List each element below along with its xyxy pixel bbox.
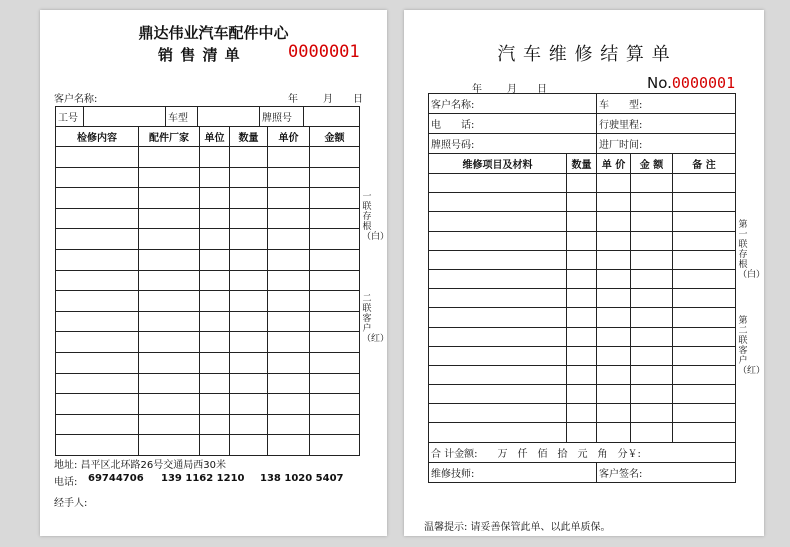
table-cell[interactable] [139,332,200,353]
table-row [56,147,360,168]
copy-label-stub: 一联存根（白） [362,192,390,242]
table-cell[interactable] [200,435,230,456]
table-cell[interactable] [139,147,200,168]
table-cell[interactable] [310,373,360,394]
table-cell[interactable] [631,327,673,346]
table-cell[interactable] [673,385,736,404]
table-cell[interactable] [200,147,230,168]
table-cell[interactable] [310,291,360,312]
reminder-text: 温馨提示: 请妥善保管此单、以此单质保。 [424,522,611,533]
table-cell[interactable] [597,385,631,404]
table-cell[interactable] [673,365,736,384]
table-cell[interactable] [139,311,200,332]
table-cell[interactable] [268,208,310,229]
table-cell[interactable] [268,291,310,312]
table-cell[interactable] [597,174,631,193]
table-cell[interactable] [597,231,631,250]
table-cell[interactable] [673,231,736,250]
table-cell[interactable] [597,365,631,384]
table-cell[interactable] [597,423,631,442]
table-cell[interactable] [310,435,360,456]
table-cell[interactable] [139,291,200,312]
table-cell[interactable] [56,394,139,415]
table-cell[interactable] [56,270,139,291]
table-cell[interactable] [268,435,310,456]
plate-field[interactable] [304,107,360,127]
header-amount: 金额 [310,127,360,147]
table-row [56,208,360,229]
table-cell[interactable] [567,308,597,327]
table-cell[interactable] [631,308,673,327]
table-cell[interactable] [567,212,597,231]
table-cell[interactable] [310,229,360,250]
table-cell[interactable] [139,167,200,188]
table-cell[interactable] [268,147,310,168]
table-cell[interactable] [230,435,268,456]
table-cell[interactable] [230,291,268,312]
table-cell[interactable] [673,174,736,193]
customer-name-label: 客户名称: [54,94,98,105]
table-cell[interactable] [567,365,597,384]
table-cell[interactable] [631,289,673,308]
table-cell[interactable] [230,373,268,394]
table-cell[interactable] [200,249,230,270]
header-amount: 金 额 [631,154,673,174]
table-header-row [429,154,736,174]
table-cell[interactable] [268,332,310,353]
table-cell[interactable] [200,188,230,209]
table-cell[interactable] [56,147,139,168]
date-month: 月 [323,94,333,105]
table-cell[interactable] [200,332,230,353]
table-cell[interactable] [429,212,567,231]
date-month: 月 [507,84,517,95]
table-cell[interactable] [429,327,567,346]
table-row [429,346,736,365]
table-cell[interactable] [56,167,139,188]
table-cell[interactable] [230,208,268,229]
total-amount-field[interactable]: 合 计金额: 万 仟 佰 拾 元 角 分￥: [429,442,736,462]
table-row [56,291,360,312]
table-cell[interactable] [673,212,736,231]
table-cell[interactable] [139,270,200,291]
table-cell[interactable] [631,212,673,231]
table-cell[interactable] [429,385,567,404]
table-cell[interactable] [230,394,268,415]
table-cell[interactable] [230,311,268,332]
car-type-field[interactable] [198,107,260,127]
table-cell[interactable] [230,188,268,209]
table-row [56,373,360,394]
table-cell[interactable] [567,174,597,193]
table-row [56,332,360,353]
table-cell[interactable] [597,327,631,346]
table-cell[interactable] [631,346,673,365]
table-cell[interactable] [268,270,310,291]
table-row [429,327,736,346]
table-footer-row [429,442,736,462]
table-cell[interactable] [429,365,567,384]
table-row [56,229,360,250]
table-cell[interactable] [200,167,230,188]
table-cell[interactable] [139,414,200,435]
table-cell[interactable] [268,311,310,332]
table-cell[interactable] [597,212,631,231]
table-cell[interactable] [310,394,360,415]
table-cell[interactable] [200,229,230,250]
phone-label: 电话: [54,477,78,488]
table-cell[interactable] [200,291,230,312]
serial-number: 0000001 [288,42,360,62]
table-row [429,212,736,231]
table-row [429,423,736,442]
date-year: 年 [288,94,298,105]
table-cell[interactable] [200,352,230,373]
table-cell[interactable] [56,229,139,250]
table-row [429,289,736,308]
table-row [429,385,736,404]
repair-settlement-form [404,10,764,536]
table-cell[interactable] [139,373,200,394]
table-cell[interactable] [310,352,360,373]
table-cell[interactable] [597,404,631,423]
technician-field[interactable]: 维修技师: [429,462,597,482]
repair-items-table [428,153,736,483]
table-cell[interactable] [310,249,360,270]
handler-label: 经手人: [54,498,88,509]
header-qty: 数量 [567,154,597,174]
table-cell[interactable] [230,249,268,270]
table-cell[interactable] [631,404,673,423]
entry-time-field[interactable]: 进厂时间: [597,134,736,154]
table-row [429,193,736,212]
table-cell[interactable] [631,250,673,269]
table-cell[interactable] [56,414,139,435]
copy-label-stub: 第一联存根（白） [738,220,766,280]
sales-list-form [40,10,390,536]
mileage-field[interactable]: 行驶里程: [597,114,736,134]
table-cell[interactable] [429,423,567,442]
table-row [56,188,360,209]
table-row [56,167,360,188]
table-cell[interactable] [673,269,736,288]
plate-field[interactable]: 牌照号码: [429,134,597,154]
table-cell[interactable] [567,385,597,404]
table-cell[interactable] [631,174,673,193]
table-cell[interactable] [200,394,230,415]
table-cell[interactable] [429,289,567,308]
table-cell[interactable] [56,352,139,373]
phone-1: 69744706 [88,473,144,484]
table-cell[interactable] [567,193,597,212]
table-cell[interactable] [429,250,567,269]
address: 地址: 昌平区北环路26号交通局西30米 [54,460,226,471]
table-row [56,394,360,415]
table-cell[interactable] [230,414,268,435]
table-cell[interactable] [673,250,736,269]
table-cell[interactable] [56,373,139,394]
phone-3: 138 1020 5407 [260,473,344,484]
table-cell[interactable] [56,332,139,353]
table-cell[interactable] [268,394,310,415]
table-cell[interactable] [200,373,230,394]
table-cell[interactable] [268,373,310,394]
form-title: 销 售 清 单 [158,46,241,64]
vehicle-info-row [55,106,360,127]
table-cell[interactable] [230,167,268,188]
table-cell[interactable] [567,231,597,250]
table-cell[interactable] [567,423,597,442]
table-cell[interactable] [429,346,567,365]
table-cell[interactable] [567,346,597,365]
table-cell[interactable] [597,289,631,308]
table-cell[interactable] [56,291,139,312]
table-cell[interactable] [230,147,268,168]
items-table [55,126,360,456]
table-cell[interactable] [200,270,230,291]
table-row [56,435,360,456]
table-cell[interactable] [268,352,310,373]
customer-name-field[interactable]: 客户名称: [429,94,597,114]
form-title: 汽 车 维 修 结 算 单 [497,44,671,65]
table-cell[interactable] [631,385,673,404]
table-cell[interactable] [673,308,736,327]
table-cell[interactable] [310,188,360,209]
table-row [429,250,736,269]
plate-label: 牌照号 [260,107,304,127]
header-qty: 数量 [230,127,268,147]
table-cell[interactable] [139,394,200,415]
table-cell[interactable] [230,229,268,250]
table-cell[interactable] [631,269,673,288]
table-cell[interactable] [673,423,736,442]
table-cell[interactable] [310,332,360,353]
table-row [429,269,736,288]
table-row [56,311,360,332]
table-cell[interactable] [230,352,268,373]
header-price: 单 价 [597,154,631,174]
table-cell[interactable] [200,414,230,435]
table-cell[interactable] [631,423,673,442]
car-type-field[interactable]: 车 型: [597,94,736,114]
table-cell[interactable] [139,249,200,270]
table-cell[interactable] [310,270,360,291]
table-cell[interactable] [56,208,139,229]
table-cell[interactable] [310,311,360,332]
table-cell[interactable] [200,311,230,332]
table-cell[interactable] [429,308,567,327]
table-cell[interactable] [56,311,139,332]
table-cell[interactable] [597,250,631,269]
table-cell[interactable] [310,208,360,229]
table-cell[interactable] [268,229,310,250]
header-price: 单价 [268,127,310,147]
table-cell[interactable] [631,365,673,384]
header-service: 检修内容 [56,127,139,147]
date-year: 年 [472,84,482,95]
table-cell[interactable] [56,188,139,209]
table-cell[interactable] [139,352,200,373]
table-cell[interactable] [268,188,310,209]
customer-info-table [428,93,736,154]
table-row [429,231,736,250]
table-row [56,352,360,373]
table-cell[interactable] [429,193,567,212]
table-cell[interactable] [567,269,597,288]
table-cell[interactable] [597,346,631,365]
table-cell[interactable] [310,147,360,168]
date-day: 日 [537,84,547,95]
table-cell[interactable] [597,269,631,288]
table-cell[interactable] [429,404,567,423]
serial-prefix: No. [647,74,672,92]
table-cell[interactable] [567,289,597,308]
header-unit: 单位 [200,127,230,147]
table-row [56,414,360,435]
table-footer-row [429,462,736,482]
table-cell[interactable] [673,327,736,346]
table-cell[interactable] [567,327,597,346]
copy-label-customer: 二联客户（红） [362,294,390,344]
table-row [429,308,736,327]
table-cell[interactable] [56,249,139,270]
table-cell[interactable] [139,208,200,229]
table-cell[interactable] [673,404,736,423]
table-row [56,270,360,291]
table-cell[interactable] [230,270,268,291]
table-cell[interactable] [673,193,736,212]
table-cell[interactable] [268,414,310,435]
phone-2: 139 1162 1210 [161,473,245,484]
table-cell[interactable] [631,193,673,212]
table-cell[interactable] [230,332,268,353]
phone-field[interactable]: 电 话: [429,114,597,134]
copy-label-customer: 第二联客户（红） [738,316,766,376]
table-cell[interactable] [567,404,597,423]
table-cell[interactable] [567,250,597,269]
table-cell[interactable] [56,435,139,456]
table-row [429,174,736,193]
company-name: 鼎达伟业汽车配件中心 [138,24,289,42]
car-type-label: 车型 [166,107,198,127]
header-remark: 备 注 [673,154,736,174]
table-cell[interactable] [429,269,567,288]
table-cell[interactable] [673,346,736,365]
header-item: 维修项目及材料 [429,154,567,174]
job-number-field[interactable] [84,107,166,127]
header-maker: 配件厂家 [139,127,200,147]
table-cell[interactable] [673,289,736,308]
table-row [56,249,360,270]
table-cell[interactable] [631,231,673,250]
table-cell[interactable] [139,435,200,456]
serial-number [647,74,735,92]
table-cell[interactable] [139,188,200,209]
table-row [429,365,736,384]
table-cell[interactable] [268,249,310,270]
customer-sign-field[interactable]: 客户签名: [597,462,736,482]
table-cell[interactable] [429,231,567,250]
table-cell[interactable] [597,308,631,327]
table-header-row [56,127,360,147]
table-cell[interactable] [139,229,200,250]
table-cell[interactable] [597,193,631,212]
table-cell[interactable] [310,414,360,435]
serial-value: 0000001 [671,74,736,92]
table-row [429,404,736,423]
job-number-label: 工号 [56,107,84,127]
table-cell[interactable] [268,167,310,188]
table-cell[interactable] [310,167,360,188]
table-cell[interactable] [200,208,230,229]
date-day: 日 [353,94,363,105]
table-cell[interactable] [429,174,567,193]
